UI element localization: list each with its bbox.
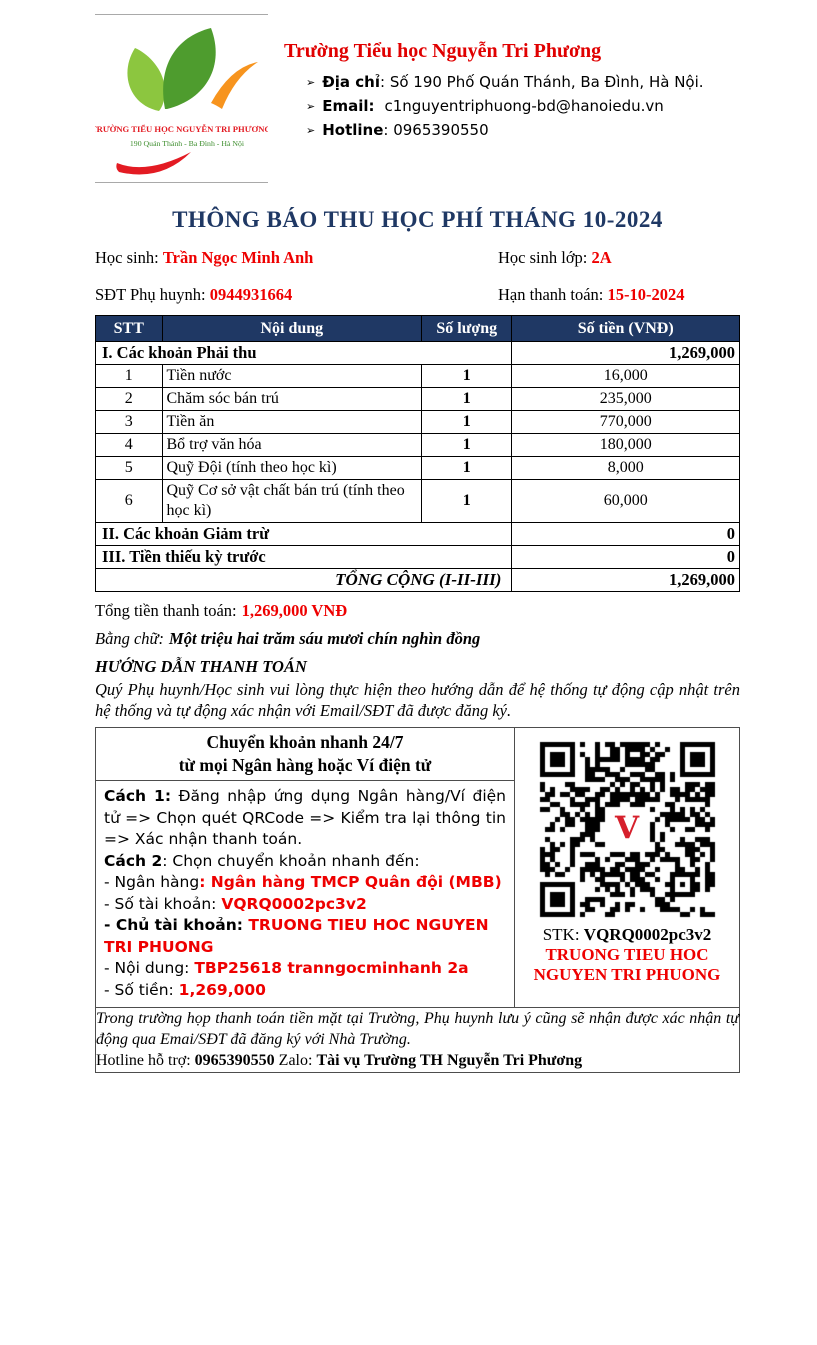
owner-label: - Chủ tài khoản: [104,916,249,934]
amount-in-words-label: Bằng chữ: [95,629,165,648]
payment-box-title-line1: Chuyển khoản nhanh 24/7 [206,732,404,752]
row-qty: 1 [422,457,512,480]
row-stt: 4 [96,434,163,457]
memo-value: TBP25618 tranngocminhanh 2a [194,959,469,977]
payment-instructions [96,781,514,1007]
support-hotline-line [96,1050,739,1072]
parent-phone-cell [95,284,498,305]
qr-stk-label: STK: [542,925,584,944]
qr-owner-line1: TRUONG TIEU HOC [545,945,709,964]
fee-table [95,315,740,592]
support-hotline-label: Hotline hỗ trợ: [96,1052,191,1069]
bank-label: - Ngân hàng [104,873,200,891]
total-payment-line [95,600,740,621]
method2-text: : Chọn chuyển khoản nhanh đến: [162,851,420,870]
student-class-cell [498,247,740,268]
student-name-cell [95,247,498,268]
section-row-thieu-ky-truoc [96,546,740,569]
method2-line [104,851,506,873]
row-stt: 1 [96,365,163,388]
row-amount: 180,000 [512,434,740,457]
table-row [96,480,740,523]
contact-address-line [284,71,704,95]
logo-address: 190 Quán Thánh - Ba Đình - Hà Nội [129,139,245,148]
support-hotline-value: 0965390550 [194,1052,275,1069]
page-title: THÔNG BÁO THU HỌC PHÍ THÁNG 10-2024 [172,207,663,232]
address-value: : Số 190 Phố Quán Thánh, Ba Đình, Hà Nội. [380,73,704,91]
hotline-label: Hotline [322,121,384,139]
amount-line [104,980,506,1002]
owner-line [104,915,506,958]
school-logo [95,14,268,183]
row-name: Quỹ Cơ sở vật chất bán trú (tính theo học kì) [162,480,422,523]
parent-phone-value: 0944931664 [209,285,293,304]
amount-in-words-value: Một triệu hai trăm sáu mươi chín nghìn đồng [169,629,481,648]
account-line [104,894,506,916]
row-name: Tiền ăn [162,411,422,434]
row-stt: 6 [96,480,163,523]
student-class-label: Học sinh lớp: [498,248,588,267]
qr-owner-line2: NGUYEN TRI PHUONG [533,965,721,984]
row-qty: 1 [422,411,512,434]
fee-table-header-row [96,316,740,342]
payment-box-title [96,728,514,781]
amount-label: - Số tiền: [104,980,179,999]
zalo-label: Zalo: [278,1052,313,1069]
total-row [96,569,740,592]
row-name: Tiền nước [162,365,422,388]
table-row [96,434,740,457]
owner-value: TRUONG TIEU HOC NGUYEN TRI PHUONG [104,916,489,956]
section2-label: II. Các khoản Giảm trừ [96,523,512,546]
amount-in-words-line [95,628,740,649]
total-payment-label: Tổng tiền thanh toán: [95,601,237,620]
zalo-value: Tài vụ Trường TH Nguyễn Tri Phương [316,1052,583,1069]
row-amount: 8,000 [512,457,740,480]
method1-text: Đăng nhập ứng dụng Ngân hàng/Ví điện tử => Chọn quét QRCode => Kiểm tra lại thông tin => Xác nhận thanh toán. [104,787,506,848]
school-name-heading: Trường Tiểu học Nguyễn Tri Phương [284,40,602,62]
arrow-bullet-icon: ➢ [306,76,316,89]
row-name: Quỹ Đội (tính theo học kì) [162,457,422,480]
row-amount: 770,000 [512,411,740,434]
method1-line [104,786,506,851]
payment-guide-text: Quý Phụ huynh/Học sinh vui lòng thực hiện theo hướng dẫn để hệ thống tự động cập nhật trên hệ thống và tự động xác nhận với Email/SĐT đã được đăng ký. [95,680,740,720]
row-qty: 1 [422,480,512,523]
table-row [96,365,740,388]
payment-guide-title: HƯỚNG DẪN THANH TOÁN [95,657,307,676]
qr-cell [515,728,740,1008]
qr-heart-logo: V [610,812,644,845]
row-qty: 1 [422,388,512,411]
qr-code [535,737,720,922]
total-payment-value: 1,269,000 VNĐ [241,601,348,620]
qr-stk-value: VQRQ0002pc3v2 [583,925,712,944]
row-qty: 1 [422,365,512,388]
student-class-value: 2A [591,248,612,267]
section2-amount: 0 [512,523,740,546]
account-label: - Số tài khoản: [104,894,222,913]
student-info-section [95,247,740,305]
due-date-value: 15-10-2024 [607,285,685,304]
qr-stk-line [515,924,739,945]
section-row-phai-thu [96,342,740,365]
amount-value: 1,269,000 [178,980,266,999]
table-row [96,457,740,480]
parent-phone-label: SĐT Phụ huynh: [95,285,206,304]
col-header-soluong: Số lượng [422,316,512,342]
row-name: Chăm sóc bán trú [162,388,422,411]
email-label: Email: [322,97,375,115]
payment-box [95,727,740,1073]
arrow-bullet-icon: ➢ [306,124,316,137]
col-header-noidung: Nội dung [162,316,422,342]
payment-methods-cell [96,728,515,1008]
bank-value: : Ngân hàng TMCP Quân đội (MBB) [199,873,502,891]
table-row [96,388,740,411]
logo-orange-swoosh [211,62,258,109]
email-value: c1nguyentriphuong-bd@hanoiedu.vn [384,97,664,115]
total-amount: 1,269,000 [512,569,740,592]
hotline-value: : 0965390550 [383,121,489,139]
student-name-value: Trần Ngọc Minh Anh [162,248,314,267]
row-stt: 5 [96,457,163,480]
contact-email-line [284,95,704,119]
cash-payment-note: Trong trường họp thanh toán tiền mặt tại Trường, Phụ huynh lưu ý cũng sẽ nhận được xác nhận tự động qua Emai/SĐT đã đăng ký với Nhà Trường. [96,1010,739,1048]
arrow-bullet-icon: ➢ [306,100,316,113]
total-label: TỔNG CỘNG (I-II-III) [96,569,512,592]
row-amount: 60,000 [512,480,740,523]
payment-footer [96,1008,740,1073]
due-date-label: Hạn thanh toán: [498,285,604,304]
fee-notice-document [95,0,740,1073]
account-value: VQRQ0002pc3v2 [221,894,367,913]
school-logo-image [95,15,268,180]
address-label: Địa chỉ [322,73,380,91]
row-amount: 16,000 [512,365,740,388]
memo-label: - Nội dung: [104,959,195,977]
col-header-stt: STT [96,316,163,342]
logo-red-swoosh [116,152,191,175]
due-date-cell [498,284,740,305]
section3-label: III. Tiền thiếu kỳ trước [96,546,512,569]
header-contact-block [284,14,704,143]
method1-label: Cách 1: [104,787,172,805]
contact-hotline-line [284,119,704,143]
col-header-sotien: Số tiền (VNĐ) [512,316,740,342]
row-name: Bổ trợ văn hóa [162,434,422,457]
payment-box-title-line2: từ mọi Ngân hàng hoặc Ví điện tử [178,755,432,775]
row-qty: 1 [422,434,512,457]
row-stt: 2 [96,388,163,411]
student-name-label: Học sinh: [95,248,159,267]
row-stt: 3 [96,411,163,434]
section-row-giam-tru [96,523,740,546]
summary-section [95,600,740,721]
section1-label: I. Các khoản Phải thu [96,342,512,365]
method2-label: Cách 2 [104,851,163,870]
row-amount: 235,000 [512,388,740,411]
logo-leaf-left [127,48,164,111]
bank-line [104,872,506,894]
section1-amount: 1,269,000 [512,342,740,365]
logo-leaf-right [163,28,216,109]
section3-amount: 0 [512,546,740,569]
document-header [95,14,740,183]
table-row [96,411,740,434]
memo-line [104,958,506,980]
logo-school-name: TRƯỜNG TIỂU HỌC NGUYỄN TRI PHƯƠNG [95,124,268,134]
